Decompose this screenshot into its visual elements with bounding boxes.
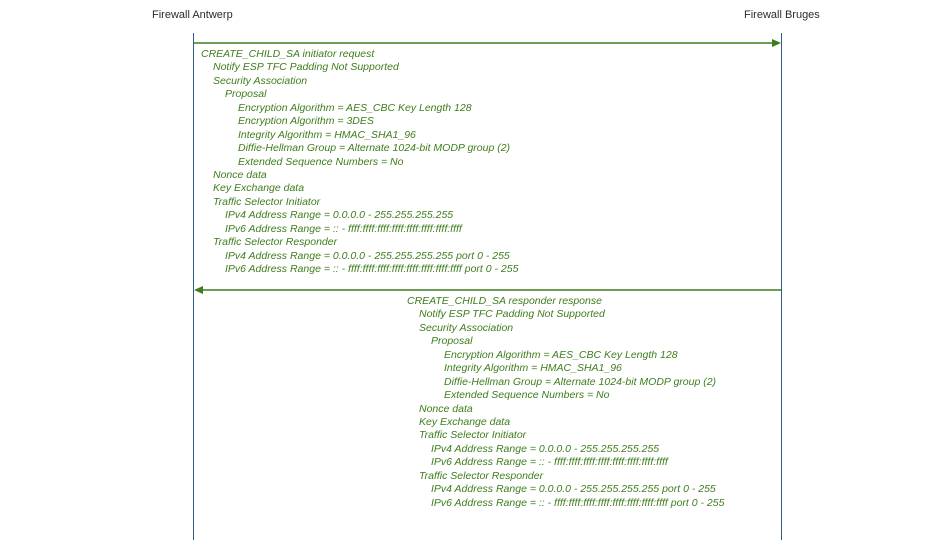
- ipv6-address-range: IPv6 Address Range = :: - ffff:ffff:ffff:ffff:ffff:ffff:ffff:ffff: [431, 456, 668, 469]
- traffic-selector-initiator: Traffic Selector Initiator: [419, 429, 527, 442]
- ipv6-address-range: IPv6 Address Range = :: - ffff:ffff:ffff:ffff:ffff:ffff:ffff:ffff port 0 - 255: [225, 263, 519, 275]
- dh-group: Diffie-Hellman Group = Alternate 1024-bit MODP group (2): [444, 375, 717, 388]
- notify-payload: Notify ESP TFC Padding Not Supported: [419, 308, 605, 321]
- key-exchange-data: Key Exchange data: [213, 182, 305, 195]
- traffic-selector-responder: Traffic Selector Responder: [419, 469, 544, 482]
- participant-left-label: Firewall Antwerp: [152, 9, 233, 21]
- request-arrowhead: [772, 39, 781, 47]
- encryption-algorithm: Encryption Algorithm = AES_CBC Key Length 128: [444, 348, 678, 361]
- response-message-text: [407, 295, 724, 510]
- proposal: Proposal: [431, 335, 473, 348]
- proposal: Proposal: [225, 88, 267, 101]
- ipv4-address-range: IPv4 Address Range = 0.0.0.0 - 255.255.255.255 port 0 - 255: [225, 249, 510, 262]
- response-arrowhead: [194, 286, 203, 294]
- message-title: CREATE_CHILD_SA responder response: [407, 295, 602, 307]
- extended-sequence-numbers: Extended Sequence Numbers = No: [444, 389, 610, 402]
- ipv4-address-range: IPv4 Address Range = 0.0.0.0 - 255.255.255.255: [225, 209, 454, 222]
- integrity-algorithm: Integrity Algorithm = HMAC_SHA1_96: [238, 128, 416, 141]
- traffic-selector-initiator: Traffic Selector Initiator: [213, 195, 321, 208]
- ipv4-address-range: IPv4 Address Range = 0.0.0.0 - 255.255.255.255: [431, 442, 660, 455]
- encryption-algorithm: Encryption Algorithm = 3DES: [238, 115, 374, 128]
- traffic-selector-responder: Traffic Selector Responder: [213, 236, 338, 249]
- extended-sequence-numbers: Extended Sequence Numbers = No: [238, 155, 404, 168]
- security-association: Security Association: [213, 74, 308, 87]
- security-association: Security Association: [419, 321, 514, 334]
- ipv4-address-range: IPv4 Address Range = 0.0.0.0 - 255.255.255.255 port 0 - 255: [431, 483, 716, 496]
- request-message-text: [201, 48, 518, 276]
- participant-right-label: Firewall Bruges: [744, 9, 820, 21]
- nonce-data: Nonce data: [419, 402, 473, 415]
- ipv6-address-range: IPv6 Address Range = :: - ffff:ffff:ffff:ffff:ffff:ffff:ffff:ffff port 0 - 255: [431, 496, 725, 509]
- integrity-algorithm: Integrity Algorithm = HMAC_SHA1_96: [444, 362, 622, 375]
- nonce-data: Nonce data: [213, 168, 267, 181]
- key-exchange-data: Key Exchange data: [419, 415, 511, 428]
- ipv6-address-range: IPv6 Address Range = :: - ffff:ffff:ffff:ffff:ffff:ffff:ffff:ffff: [225, 222, 462, 235]
- notify-payload: Notify ESP TFC Padding Not Supported: [213, 61, 399, 74]
- dh-group: Diffie-Hellman Group = Alternate 1024-bit MODP group (2): [238, 142, 511, 155]
- encryption-algorithm: Encryption Algorithm = AES_CBC Key Length 128: [238, 101, 472, 114]
- message-title: CREATE_CHILD_SA initiator request: [201, 48, 375, 60]
